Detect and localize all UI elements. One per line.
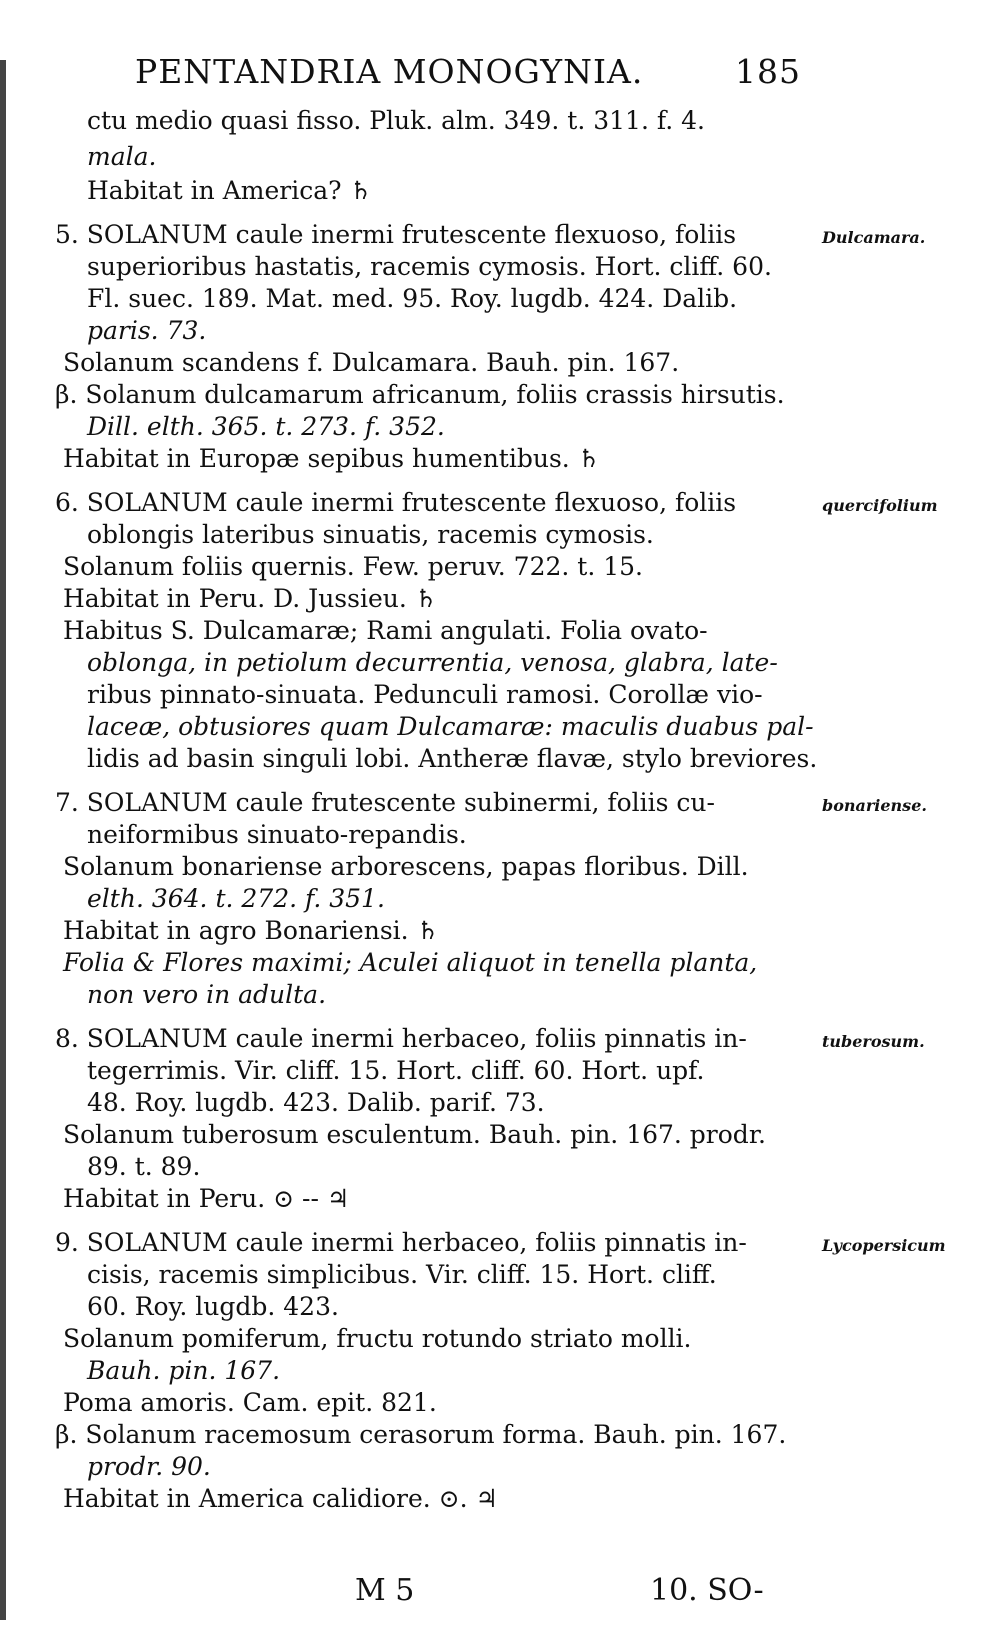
text-line: Solanum tuberosum esculentum. Bauh. pin. 167. prodr. — [63, 1120, 766, 1149]
catchword: 10. SO- — [650, 1573, 764, 1608]
text-line: Habitat in America? ♄ — [87, 176, 372, 205]
species-heading-9: 9. SOLANUM caule inermi herbaceo, foliis pinnatis in- — [55, 1228, 747, 1257]
text-line: elth. 364. t. 272. f. 351. — [87, 884, 385, 913]
species-heading-6: 6. SOLANUM caule inermi frutescente flexuoso, foliis — [55, 488, 737, 517]
text-line: ribus pinnato-sinuata. Pedunculi ramosi. Corollæ vio- — [87, 680, 763, 709]
margin-note: Lycopersicum — [822, 1236, 946, 1255]
margin-note: Dulcamara. — [822, 228, 926, 247]
text-line: Solanum pomiferum, fructu rotundo striato molli. — [63, 1324, 692, 1353]
text-line: ctu medio quasi fisso. Pluk. alm. 349. t. 311. f. 4. — [87, 106, 705, 135]
text-line: laceæ, obtusiores quam Dulcamaræ: maculis duabus pal- — [87, 712, 814, 741]
text-line: 60. Roy. lugdb. 423. — [87, 1292, 339, 1321]
margin-note: tuberosum. — [822, 1032, 925, 1051]
page-edge-shadow — [0, 60, 6, 1620]
text-line: non vero in adulta. — [87, 980, 327, 1009]
species-heading-7: 7. SOLANUM caule frutescente subinermi, foliis cu- — [55, 788, 715, 817]
text-line: Habitat in Europæ sepibus humentibus. ♄ — [63, 444, 601, 473]
text-line: β. Solanum racemosum cerasorum forma. Bauh. pin. 167. — [55, 1420, 787, 1449]
margin-note: quercifolium — [822, 496, 938, 515]
text-line: 89. t. 89. — [87, 1152, 201, 1181]
text-line: oblonga, in petiolum decurrentia, venosa, glabra, late- — [87, 648, 778, 677]
text-line: lidis ad basin singuli lobi. Antheræ flavæ, stylo breviores. — [87, 744, 818, 773]
text-line: Fl. suec. 189. Mat. med. 95. Roy. lugdb. 424. Dalib. — [87, 284, 738, 313]
text-line: tegerrimis. Vir. cliff. 15. Hort. cliff. 60. Hort. upf. — [87, 1056, 705, 1085]
margin-note: bonariense. — [822, 796, 927, 815]
text-line: Habitat in Peru. ⊙ -- ♃ — [63, 1184, 350, 1213]
text-line: Folia & Flores maximi; Aculei aliquot in tenella planta, — [63, 948, 758, 977]
text-line: Habitus S. Dulcamaræ; Rami angulati. Folia ovato- — [63, 616, 708, 645]
header-title: PENTANDRIA MONOGYNIA. — [135, 52, 644, 91]
text-line: Dill. elth. 365. t. 273. f. 352. — [87, 412, 445, 441]
text-line: Habitat in agro Bonariensi. ♄ — [63, 916, 439, 945]
species-heading-5: 5. SOLANUM caule inermi frutescente flexuoso, foliis — [55, 220, 737, 249]
text-line: cisis, racemis simplicibus. Vir. cliff. 15. Hort. cliff. — [87, 1260, 717, 1289]
text-line: Bauh. pin. 167. — [87, 1356, 281, 1385]
text-line: Solanum scandens f. Dulcamara. Bauh. pin. 167. — [63, 348, 680, 377]
text-line: Solanum bonariense arborescens, papas floribus. Dill. — [63, 852, 749, 881]
text-line: oblongis lateribus sinuatis, racemis cymosis. — [87, 520, 654, 549]
text-line: Poma amoris. Cam. epit. 821. — [63, 1388, 437, 1417]
text-line: superioribus hastatis, racemis cymosis. Hort. cliff. 60. — [87, 252, 772, 281]
signature-mark: M 5 — [355, 1573, 415, 1608]
species-heading-8: 8. SOLANUM caule inermi herbaceo, foliis pinnatis in- — [55, 1024, 747, 1053]
text-line: Solanum foliis quernis. Few. peruv. 722. t. 15. — [63, 552, 643, 581]
page-number: 185 — [735, 52, 801, 91]
text-line: 48. Roy. lugdb. 423. Dalib. parif. 73. — [87, 1088, 545, 1117]
text-line: Habitat in America calidiore. ⊙. ♃ — [63, 1484, 498, 1513]
text-line: prodr. 90. — [87, 1452, 211, 1481]
text-line: β. Solanum dulcamarum africanum, foliis crassis hirsutis. — [55, 380, 785, 409]
text-line: Habitat in Peru. D. Jussieu. ♄ — [63, 584, 438, 613]
text-line: paris. 73. — [87, 316, 207, 345]
text-line: neiformibus sinuato-repandis. — [87, 820, 467, 849]
text-line: mala. — [87, 142, 157, 171]
